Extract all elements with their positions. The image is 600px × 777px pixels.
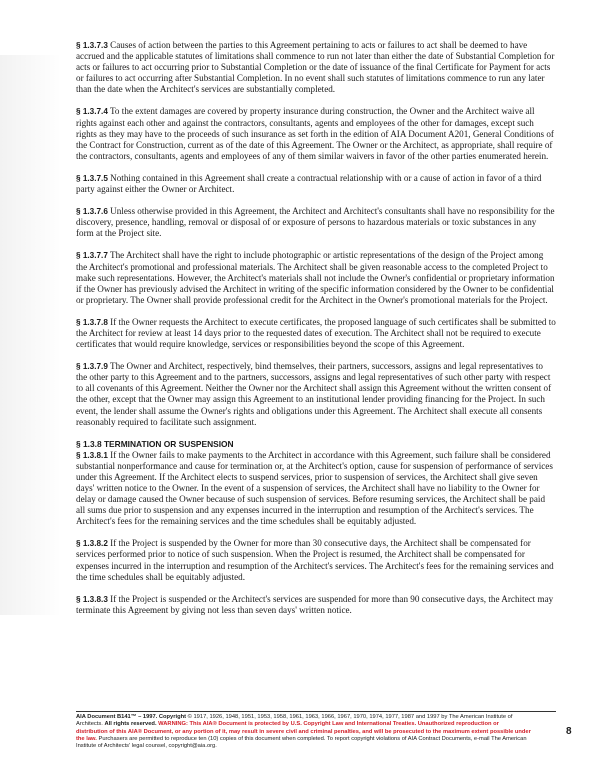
section-number: § 1.3.7.4 (76, 107, 108, 117)
section-heading: § 1.3.8 TERMINATION OR SUSPENSION (76, 438, 234, 449)
paragraph-text: If the Owner requests the Architect to execute certificates, the proposed language of such certificates shall be submitted to the Architect for review at least 14 days prior to the requested dates of execution. The Architect shall not be required to execute certificates that would require knowledge, services or responsibilities beyond the scope of this Agreement. (76, 316, 556, 350)
section-number: § 1.3.8.3 (76, 594, 108, 604)
paragraph-text: If the Project is suspended by the Owner for more than 30 consecutive days, the Architect shall be compensated for services performed prior to notice of such suspension. When the Project is resumed, the Architect shall be compensated for expenses incurred in the interruption and resumption of the Architect's services. The Architect's fees for the remaining services and the time schedules shall be equitably adjusted. (76, 538, 554, 582)
copyright-warning: WARNING: This AIA® Document is protected by U.S. Copyright Law and International Treaties. Unauthorized reproduction or distribution of this AIA® Document, or any portion of it, may result in severe civil and criminal penalties, and will be prosecuted to the maximum extent possible under the law. (76, 721, 531, 742)
document-id: AIA Document B141™ – 1997. Copyright (76, 714, 187, 720)
paragraph-1-3-7-3 (76, 40, 556, 95)
section-number: § 1.3.7.5 (76, 173, 108, 183)
paragraph-text: Nothing contained in this Agreement shall create a contractual relationship with or a cause of action in favor of a third party against either the Owner or Architect. (76, 172, 542, 195)
paragraph-1-3-8-2 (76, 538, 556, 582)
paragraph-1-3-8-1 (76, 450, 556, 528)
copyright-years: © 1917, 1926, 1948, 1951, 1953, 1958, 1961, 1963, 1966, 1967, 1970, 1974, 1977, 1987 and 1997 by The American Institute of Architects. (76, 714, 513, 728)
paragraph-1-3-8-3 (76, 594, 556, 616)
paragraph-1-3-7-8 (76, 317, 556, 350)
paragraph-1-3-7-9 (76, 361, 556, 428)
paragraph-1-3-7-5 (76, 173, 556, 195)
section-number: § 1.3.7.3 (76, 41, 108, 50)
paragraph-text: Unless otherwise provided in this Agreement, the Architect and Architect's consultants shall have no responsibility for the discovery, presence, handling, removal or disposal of or exposure of persons to hazardous materials or toxic substances in any form at the Project site. (76, 206, 555, 239)
section-number: § 1.3.8.2 (76, 539, 108, 549)
paragraph-1-3-7-7 (76, 250, 556, 305)
scan-shadow (0, 55, 62, 615)
paragraph-text: If the Project is suspended or the Architect's services are suspended for more than 90 consecutive days, the Architect may terminate this Agreement by giving not less than seven days' written notice. (76, 593, 554, 615)
paragraph-text: To the extent damages are covered by property insurance during construction, the Owner and the Architect waive all rights against each other and against the contractors, consultants, agents and employees of the other for damages, except such rights as they may have to the proceeds of such insurance as set forth in the edition of AIA Document A201, General Conditions of the Contract for Construction, current as of the date of this Agreement. The Owner or the Architect, as appropriate, shall require of the contractors, consultants, agents and employees of any of them similar waivers in favor of the other parties enumerated herein. (76, 106, 554, 161)
page-number: 8 (566, 726, 572, 737)
section-number: § 1.3.7.6 (76, 207, 108, 217)
section-number: § 1.3.7.7 (76, 251, 108, 261)
paragraph-1-3-7-4 (76, 106, 556, 161)
section-number: § 1.3.8.1 (76, 450, 108, 460)
paragraph-text: If the Owner fails to make payments to the Architect in accordance with this Agreement, such failure shall be considered substantial nonperformance and cause for termination or, at the Architect's option, cause for suspension of performance of services under this Agreement. If the Architect elects to suspend services, prior to suspension of services, the Architect shall give seven days' written notice to the Owner. In the event of a suspension of services, the Architect shall have no liability to the Owner for delay or damage caused the Owner because of such suspension of services. Before resuming services, the Architect shall be paid all sums due prior to suspension and any expenses incurred in the interruption and resumption of the Architect's services. The Architect's fees for the remaining services and the time schedules shall be equitably adjusted. (76, 449, 553, 527)
document-body (76, 40, 556, 616)
reproduction-notice: Purchasers are permitted to reproduce ten (10) copies of this document when completed. To report copyright violations of AIA Contract Documents, e-mail The American Institute of Architects' legal counsel, copyright@aia.org. (76, 735, 527, 750)
paragraph-text: The Architect shall have the right to include photographic or artistic representations of the design of the Project among the Architect's promotional and professional materials. The Architect shall be given reasonable access to the completed Project to make such representations. However, the Architect's materials shall not include the Owner's confidential or proprietary information if the Owner has previously advised the Architect in writing of the specific information considered by the Owner to be confidential or proprietary. The Owner shall provide professional credit for the Architect in the Owner's promotional materials for the Project. (76, 250, 555, 305)
paragraph-1-3-7-6 (76, 206, 556, 239)
section-number: § 1.3.7.8 (76, 317, 108, 327)
rights-reserved: All rights reserved. (104, 721, 157, 728)
paragraph-text: Causes of action between the parties to this Agreement pertaining to acts or failures to act shall be deemed to have accrued and the applicable statutes of limitations shall commence to run not later than either the date of Substantial Completion for acts or failures to act occurring prior to Substantial Completion or the date of issuance of the final Certificate for Payment for acts or failures to act occurring after Substantial Completion. In no event shall such statutes of limitations commence to run any later than the date when the Architect's services are substantially completed. (76, 40, 555, 95)
copyright-footer (76, 714, 531, 750)
footer-divider (76, 711, 556, 712)
paragraph-text: The Owner and Architect, respectively, bind themselves, their partners, successors, assigns and legal representatives to the other party to this Agreement and to the partners, successors, assigns and legal representatives of such other party with respect to all covenants of this Agreement. Neither the Owner nor the Architect shall assign this Agreement without the written consent of the other, except that the Owner may assign this Agreement to an institutional lender providing financing for the Project. In such event, the lender shall assume the Owner's rights and obligations under this Agreement. The Architect shall execute all consents reasonably required to facilitate such assignment. (76, 361, 552, 427)
section-number: § 1.3.7.9 (76, 362, 108, 372)
